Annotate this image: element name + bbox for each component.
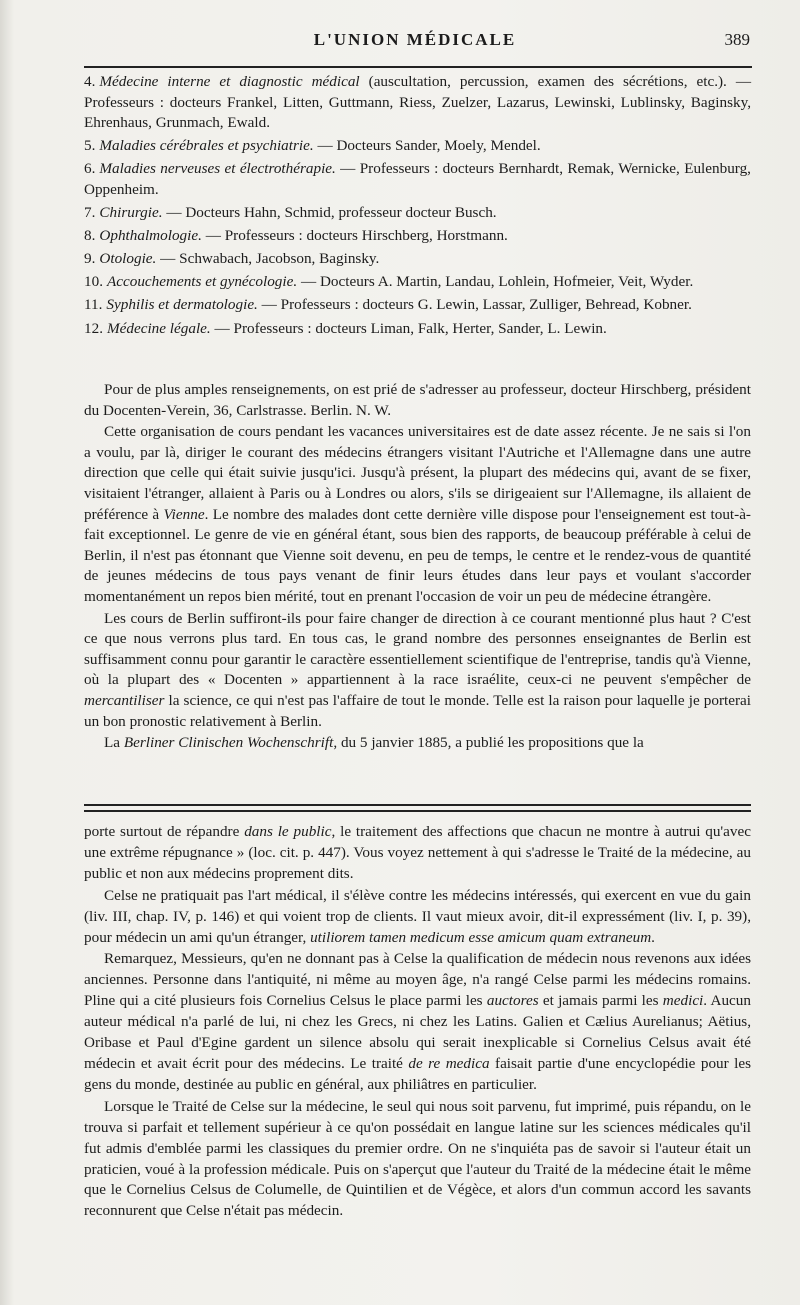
journal-title: L'UNION MÉDICALE bbox=[313, 30, 517, 49]
course-item: 4. Médecine interne et diagnostic médical (auscultation, percussion, examen des sécrétions, etc.). — Professeurs : docteurs Frankel, Litten, Guttmann, Riess, Zuelzer, Lazarus, Lewinski, Lublinsky, Baginsky, Ehrenhaus, Grunmach, Ewald. bbox=[84, 73, 752, 132]
course-subject: Maladies cérébrales et psychiatrie. bbox=[99, 137, 314, 155]
paragraph: Celse ne pratiquait pas l'art médical, il s'élève contre les médecins intéressés, qui exercent en vue du gain (liv. III, chap. IV, p. 146) et qui voient trop de clients. Il vaut mieux avoir, dit-il expressément (liv. I, p. 39), pour médecin un ami qu'un étranger, utiliorem tamen medicum esse amicum quam extraneum. bbox=[84, 886, 751, 946]
page-number: 389 bbox=[724, 30, 750, 49]
paragraph: Pour de plus amples renseignements, on est prié de s'adresser au professeur, docteur Hirschberg, président du Docenten-Verein, 36, Carlstrasse. Berlin. N. W. bbox=[84, 381, 751, 419]
running-header bbox=[80, 30, 750, 58]
course-subject: Médecine interne et diagnostic médical bbox=[99, 73, 360, 90]
course-item: 6. Maladies nerveuses et électrothérapie. — Professeurs : docteurs Bernhardt, Remak, Wernicke, Eulenburg, Oppenheim. bbox=[84, 160, 751, 198]
header-rule bbox=[84, 66, 752, 68]
paragraph: porte surtout de répandre dans le public, le traitement des affections que chacun ne montre à autrui qu'avec une extrême répugnance » (loc. cit. p. 447). Vous voyez nettement à qui s'adresse le Traité de la médecine, au public et non aux médecins proprement dits. bbox=[84, 823, 751, 882]
course-subject: Accouchements et gynécologie. bbox=[106, 273, 298, 291]
course-item: 10. Accouchements et gynécologie. — Docteurs A. Martin, Landau, Lohlein, Hofmeier, Veit, Wyder. bbox=[84, 273, 694, 291]
feuilleton-body bbox=[84, 822, 751, 1223]
course-item: 11. Syphilis et dermatologie. — Professeurs : docteurs G. Lewin, Lassar, Zulliger, Behread, Kobner. bbox=[84, 296, 692, 314]
course-subject: Médecine légale. bbox=[106, 319, 211, 337]
paragraph: La Berliner Clinischen Wochenschrift, du 5 janvier 1885, a publié les propositions que la bbox=[104, 734, 644, 752]
course-subject: Maladies nerveuses et électrothérapie. bbox=[99, 160, 336, 178]
paragraph: Remarquez, Messieurs, qu'en ne donnant pas à Celse la qualification de médecin nous revenons aux idées anciennes. Personne dans l'antiquité, ni même au moyen âge, n'a rangé Celse parmi les médecins romains. Pline qui a cité plusieurs fois Cornelius Celsus le place parmi les auctores et jamais parmi les medici. Aucun auteur médical n'a parlé de lui, ni chez les Grecs, ni chez les Latins. Galien et Cælius Aurelianus; Aëtius, Oribase et Paul d'Egine gardent un silence absolu qui serait inexplicable si Cornelius Celsus avait été médecin et avait écrit pour des médecins. Le traité de re medica faisait partie d'une encyclopédie pour les gens du monde, destinée au public en général, aux philiâtres en particulier. bbox=[84, 950, 752, 1093]
feuilleton-divider bbox=[84, 804, 751, 812]
course-item: 7. Chirurgie. — Docteurs Hahn, Schmid, professeur docteur Busch. bbox=[84, 204, 497, 222]
paragraph: Les cours de Berlin suffiront-ils pour faire changer de direction à ce courant mentionné plus haut ? C'est ce que nous verrons plus tard. En tous cas, le grand nombre des personnes enseignantes de Berlin est suffisamment connu pour garantir le caractère essentiellement scientifique de l'entreprise, tandis qu'à Vienne, où la plupart des « Docenten » appartiennent à la race israélite, ceux-ci ne peuvent s'empêcher de mercantiliser la science, ce qui n'est pas l'affaire de tout le monde. Telle est la raison pour laquelle je porterai un bon pronostic relativement à Berlin. bbox=[84, 609, 751, 730]
paragraph: Lorsque le Traité de Celse sur la médecine, le seul qui nous soit parvenu, fut imprimé, puis répandu, on le trouva si parfait et tellement supérieur à ce qu'on possédait en langue latine sur les sciences médicales qu'il fut admis d'emblée parmi les classiques du premier ordre. On ne s'inquiéta pas de savoir si l'auteur était un praticien, voué à la profession médicale. Puis on s'aperçut que l'auteur du Traité de la médecine était le même que le Cornelius Celsus de Columelle, de Quintilien et de Végèce, et alors d'un commun accord les savants reconnurent que Celse n'était pas médecin. bbox=[84, 1097, 751, 1220]
course-item: 8. Ophthalmologie. — Professeurs : docteurs Hirschberg, Horstmann. bbox=[84, 227, 508, 245]
article-body-top bbox=[84, 380, 751, 755]
course-item: 5. Maladies cérébrales et psychiatrie. — Docteurs Sander, Moely, Mendel. bbox=[84, 137, 541, 155]
course-subject: Ophthalmologie. bbox=[99, 227, 202, 245]
course-subject: Otologie. bbox=[99, 250, 157, 268]
course-item: 12. Médecine légale. — Professeurs : docteurs Liman, Falk, Herter, Sander, L. Lewin. bbox=[84, 319, 607, 337]
course-subject: Chirurgie. bbox=[99, 204, 163, 222]
course-list bbox=[84, 72, 751, 342]
course-subject: Syphilis et dermatologie. bbox=[106, 296, 258, 314]
paragraph: Cette organisation de cours pendant les vacances universitaires est de date assez récente. Je ne sais si l'on a voulu, par là, diriger le courant des médecins étrangers visitant l'Autriche et l'Allemagne dans une autre direction que celle qui était suivie jusqu'ici. Jusqu'à présent, la plupart des médecins qui, avant de se fixer, visitaient l'étranger, allaient à Paris ou à Londres ou alors, s'ils se dirigeaient sur l'Allemagne, ils allaient de préférence à Vienne. Le nombre des malades dont cette dernière ville dispose pour l'enseignement est tout-à-fait exceptionnel. Le genre de vie en général étant, sous bien des rapports, de beaucoup préférable à celui de Berlin, il n'est pas étonnant que Vienne soit devenu, en peu de temps, le centre et le rendez-vous de quantité de jeunes médecins de tous pays venant de finir leurs études dans leur pays et voulant s'accorder momentanément un repos bien mérité, tout en prenant l'occasion de voir un peu de médecine étrangère. bbox=[84, 423, 751, 605]
course-item: 9. Otologie. — Schwabach, Jacobson, Baginsky. bbox=[84, 250, 380, 268]
